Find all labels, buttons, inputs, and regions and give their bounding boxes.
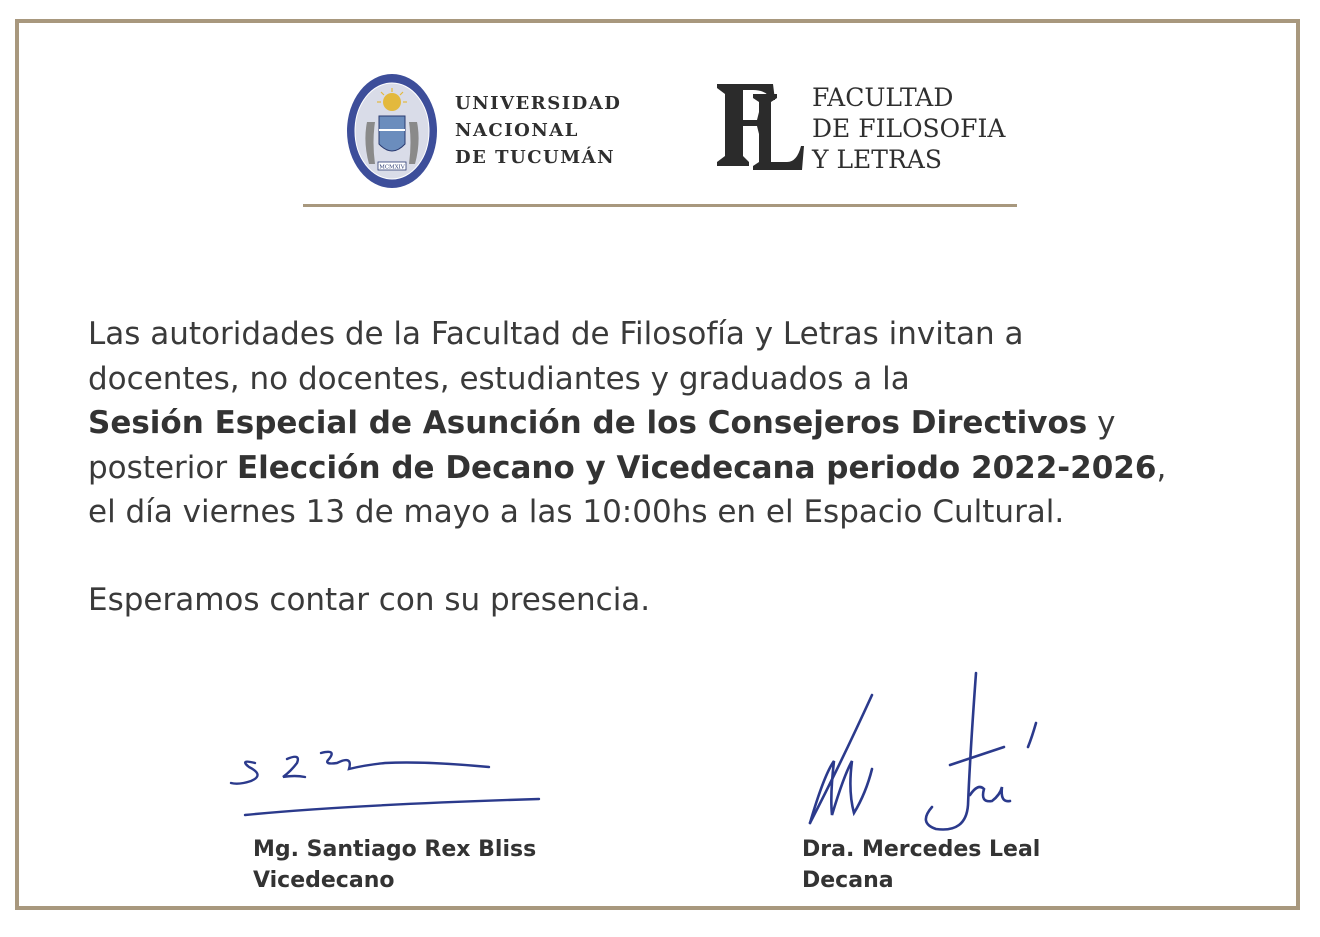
dean-signature-block <box>802 834 1040 896</box>
vicedean-signature-block <box>253 834 536 896</box>
invitation-line: docentes, no docentes, estudiantes y graduados a la <box>88 360 910 397</box>
faculty-name-line: DE FILOSOFIA <box>812 114 1006 143</box>
closing-text: Esperamos contar con su presencia. <box>88 582 651 618</box>
faculty-name <box>812 82 1005 175</box>
signer-role: Decana <box>802 868 894 893</box>
election-title: Elección de Decano y Vicedecana periodo 2022-2026 <box>236 449 1157 486</box>
university-name-line: NACIONAL <box>455 120 579 141</box>
dean-signature <box>800 665 1050 840</box>
invitation-line: posterior Elección de Decano y Vicedecana periodo 2022-2026, <box>88 449 1167 486</box>
university-name <box>455 90 621 171</box>
faculty-name-line: FACULTAD <box>812 83 954 112</box>
invitation-line: Sesión Especial de Asunción de los Consejeros Directivos y <box>88 405 1116 442</box>
vicedean-signature <box>225 725 545 820</box>
faculty-logo-mark <box>713 78 805 174</box>
signer-name: Mg. Santiago Rex Bliss <box>253 837 537 862</box>
university-name-line: DE TUCUMÁN <box>455 147 616 168</box>
seal-year: MCMXIV <box>379 164 405 171</box>
signer-name: Dra. Mercedes Leal <box>802 837 1041 862</box>
header <box>345 72 1006 192</box>
university-name-line: UNIVERSIDAD <box>455 93 622 114</box>
invitation-line: Las autoridades de la Facultad de Filosofía y Letras invitan a <box>88 316 1024 352</box>
invitation-line: el día viernes 13 de mayo a las 10:00hs en el Espacio Cultural. <box>88 494 1065 531</box>
event-title: Sesión Especial de Asunción de los Consejeros Directivos <box>88 405 1088 442</box>
header-divider <box>303 204 1017 207</box>
signer-role: Vicedecano <box>253 868 395 893</box>
invitation-text <box>88 312 1278 535</box>
university-seal <box>345 72 439 190</box>
faculty-name-line: Y LETRAS <box>812 145 942 174</box>
